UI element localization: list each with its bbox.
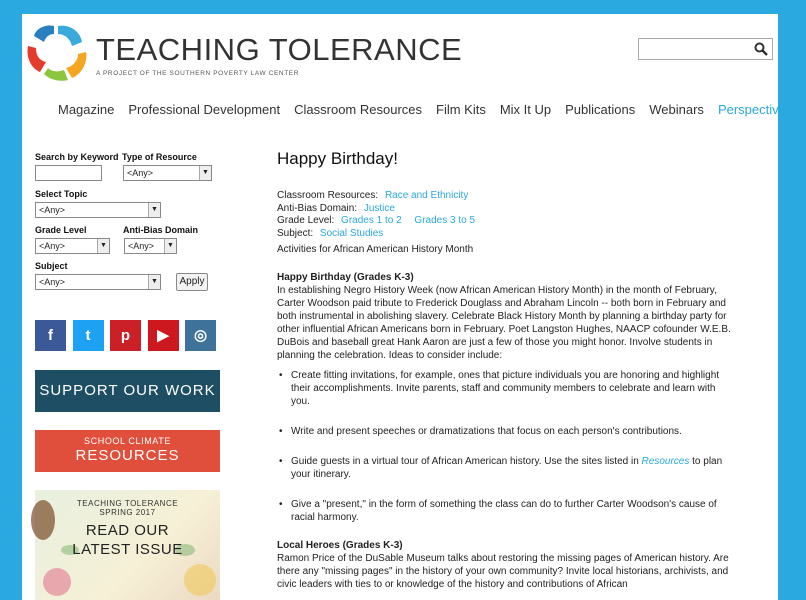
issue-line4: LATEST ISSUE [72, 541, 183, 558]
subject-select-value: <Any> [39, 277, 66, 287]
issue-line1: TEACHING TOLERANCE [76, 499, 179, 508]
domain-select-value: <Any> [128, 241, 155, 251]
climate-line1: SCHOOL CLIMATE [84, 436, 171, 446]
search-icon[interactable] [753, 41, 769, 57]
justice-link[interactable]: Justice [363, 202, 395, 214]
topic-select-value: <Any> [39, 205, 66, 215]
brand-title: TEACHING TOLERANCE [96, 32, 463, 67]
issue-line3: READ OUR [85, 522, 170, 539]
page [22, 14, 793, 600]
ideas-list [277, 369, 737, 524]
nav-professional-development[interactable]: Professional Development [128, 102, 281, 117]
search-input[interactable] [639, 39, 747, 59]
grades-3-5-link[interactable]: Grades 3 to 5 [414, 215, 476, 226]
section2-body: Ramon Price of the DuSable Museum talks about restoring the missing pages of American history. Are there any "missing pages" in the history of your own community? Invite local historians, archivists, and civic leaders with ties to or knowledge of the history and contributions of African [277, 552, 729, 590]
main-nav [58, 102, 806, 117]
teaching-tolerance-logo[interactable] [24, 22, 90, 84]
social-links [35, 320, 223, 351]
list-item: • Write and present speeches or dramatizations that focus on each person's contributions. [277, 425, 737, 438]
grade-select[interactable] [35, 238, 110, 254]
section1-body: In establishing Negro History Week (now African American History Month) in the month of February, Carter Woodson paid tribute to Frederick Douglass and Abraham Lincoln -- both born in February and both instrumental in abolishing slavery. Celebrate Black History Month by planning a birthday party for other influential African Americans born in February. Poet Langston Hughes, NAACP cofounder W.E.B. DuBois and baseball great Hank Aaron are just a few of those you might honor. Involve students in planning the celebration. Ideas to consider include: [277, 284, 731, 361]
search-box [638, 38, 773, 60]
latest-issue-banner[interactable] [35, 490, 220, 600]
section2-heading: Local Heroes (Grades K-3) [277, 539, 403, 551]
apply-button[interactable]: Apply [176, 273, 208, 291]
support-our-work-button[interactable]: SUPPORT OUR WORK [35, 370, 220, 412]
classroom-resources-label: Classroom Resources: [277, 190, 379, 201]
issue-line2: SPRING 2017 [99, 508, 156, 517]
chevron-down-icon: ▼ [199, 166, 211, 180]
facebook-icon[interactable]: f [35, 320, 66, 351]
nav-webinars[interactable]: Webinars [649, 102, 704, 117]
domain-select[interactable] [124, 238, 177, 254]
chevron-down-icon: ▼ [97, 239, 109, 253]
type-select-value: <Any> [127, 168, 154, 178]
list-item [277, 455, 737, 481]
type-label: Type of Resource [122, 152, 197, 162]
nav-publications[interactable]: Publications [565, 102, 636, 117]
keyword-input[interactable] [35, 165, 102, 181]
twitter-icon[interactable]: t [73, 320, 104, 351]
chevron-down-icon: ▼ [148, 203, 160, 217]
instagram-icon[interactable]: ◎ [185, 320, 216, 351]
subject-select[interactable] [35, 274, 161, 290]
grade-select-value: <Any> [39, 241, 66, 251]
resources-link[interactable]: Resources [641, 455, 690, 467]
nav-mix-it-up[interactable]: Mix It Up [499, 102, 552, 117]
climate-line2: RESOURCES [75, 447, 180, 464]
nav-perspectives[interactable]: Perspectives [717, 102, 793, 117]
list-item: • Create fitting invitations, for example, ones that picture individuals you are honoring and highlight their accomplishments. Invite parents, staff and community members to celebrate and learn with you. [277, 369, 737, 408]
youtube-icon[interactable]: ▶ [148, 320, 179, 351]
race-ethnicity-link[interactable]: Race and Ethnicity [384, 190, 469, 201]
section1-heading: Happy Birthday (Grades K-3) [277, 271, 414, 283]
nav-film-kits[interactable]: Film Kits [436, 102, 486, 117]
pinterest-icon[interactable]: p [110, 320, 141, 351]
grade-label: Grade Level [35, 225, 87, 235]
topic-select[interactable] [35, 202, 161, 218]
anti-bias-label: Anti-Bias Domain: [277, 202, 358, 214]
idea3-text-before: Guide guests in a virtual tour of African American history. Use the sites listed in [291, 455, 642, 467]
page-title: Happy Birthday! [277, 149, 398, 168]
keyword-label: Search by Keyword [35, 152, 119, 162]
subject-label: Subject [35, 261, 68, 271]
nav-classroom-resources[interactable]: Classroom Resources [294, 102, 422, 117]
list-item: • Give a "present," in the form of something the class can do to further Carter Woodson's cause of racial harmony. [277, 498, 737, 524]
article [277, 148, 737, 591]
social-studies-link[interactable]: Social Studies [319, 227, 384, 239]
idea3-text-after: to plan your itinerary. [291, 455, 723, 480]
article-meta [277, 190, 737, 257]
subject-meta-label: Subject: [277, 227, 314, 239]
nav-magazine[interactable]: Magazine [58, 102, 115, 117]
type-select[interactable] [123, 165, 212, 181]
grades-1-2-link[interactable]: Grades 1 to 2 [341, 215, 402, 226]
brand[interactable] [96, 32, 462, 77]
grade-level-label: Grade Level: [277, 215, 335, 226]
brand-subtitle: A PROJECT OF THE SOUTHERN POVERTY LAW CENTER [96, 70, 300, 77]
chevron-down-icon: ▼ [164, 239, 176, 253]
school-climate-resources-button[interactable] [35, 430, 220, 472]
chevron-down-icon: ▼ [148, 275, 160, 289]
topic-label: Select Topic [35, 189, 88, 199]
domain-label: Anti-Bias Domain [123, 225, 199, 235]
article-summary: Activities for African American History Month [277, 244, 474, 255]
